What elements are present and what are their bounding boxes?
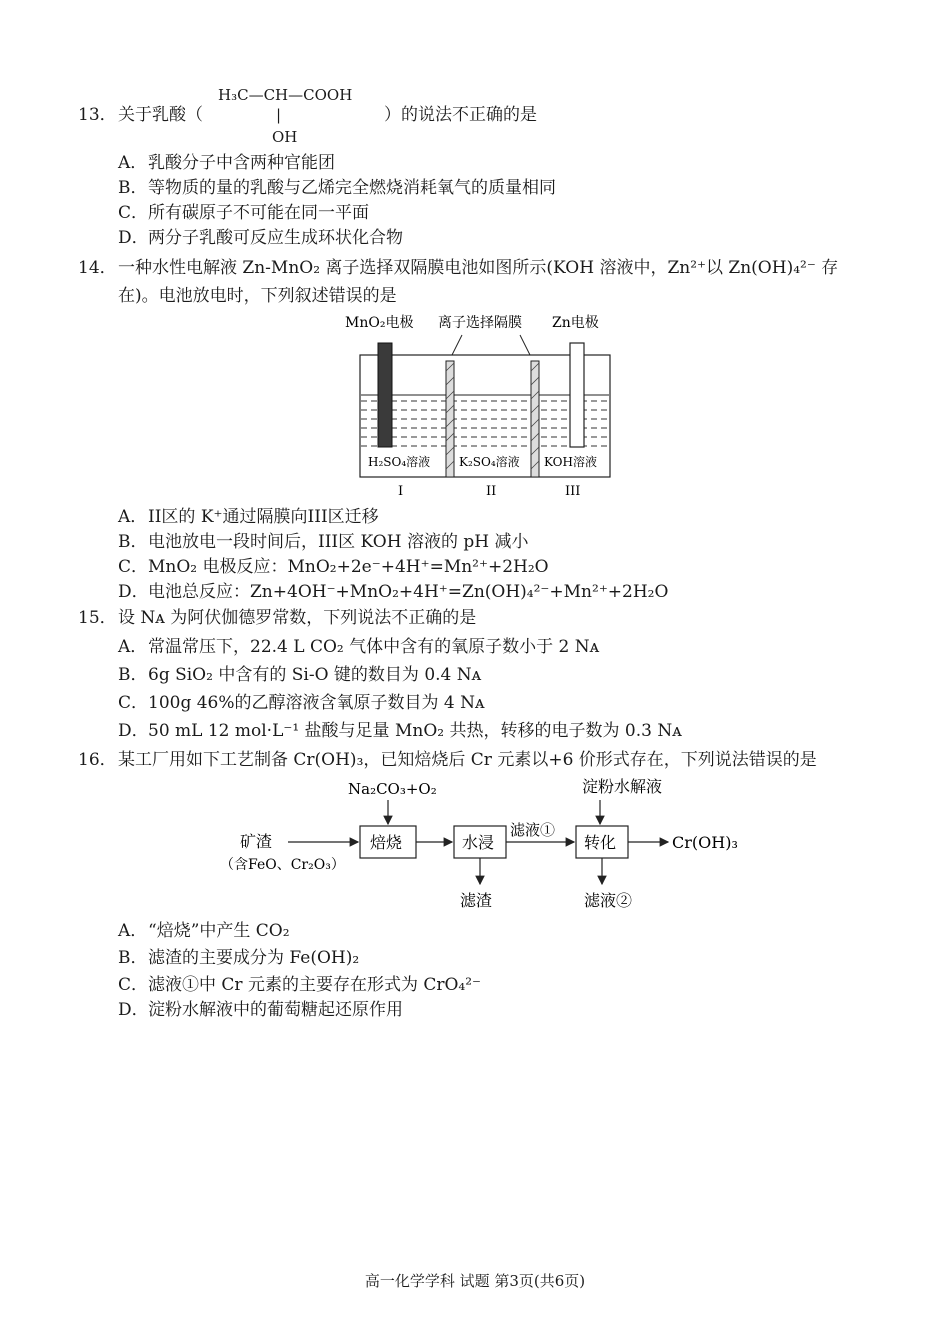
q16-option-c: C．滤液①中 Cr 元素的主要存在形式为 CrO₄²⁻ [118,975,482,995]
flow-ore-note: （含FeO、Cr₂O₃） [220,857,345,873]
q14-option-c: C．MnO₂ 电极反应：MnO₂+2e⁻+4H⁺=Mn²⁺+2H₂O [118,557,549,577]
q13-stem-before: 关于乳酸（ [118,105,203,125]
mno2-electrode [378,343,392,447]
flow-leach: 水浸 [462,833,495,852]
sol-koh: KOH溶液 [544,455,597,469]
q16-option-d: D．淀粉水解液中的葡萄糖起还原作用 [118,1000,403,1020]
q13-option-c: C．所有碳原子不可能在同一平面 [118,203,369,223]
sol-k2so4: K₂SO₄溶液 [459,455,520,469]
q13-structure-bond: | [276,106,282,124]
q14-number: 14． [78,258,117,278]
flow-roast: 焙烧 [370,833,403,852]
flow-input-top: Na₂CO₃+O₂ [348,780,437,798]
battery-diagram [330,305,630,505]
label-membrane: 离子选择隔膜 [438,315,522,331]
q15-option-c: C．100g 46%的乙醇溶液含氧原子数目为 4 Nᴀ [118,693,485,713]
q14-stem-line1: 一种水性电解液 Zn-MnO₂ 离子选择双隔膜电池如图所示(KOH 溶液中，Zn²⁺以 Zn(OH)₄²⁻ 存 [118,258,839,278]
zone-ii: II [486,484,497,499]
q14-stem-line2: 在)。电池放电时，下列叙述错误的是 [118,286,397,306]
q13-structure-bottom: OH [272,128,298,146]
flow-starch: 淀粉水解液 [582,777,663,796]
page-footer: 高一化学学科 试题 第3页(共6页) [364,1272,586,1290]
q14-option-b: B．电池放电一段时间后，III区 KOH 溶液的 pH 减小 [118,532,529,552]
q16-option-b: B．滤渣的主要成分为 Fe(OH)₂ [118,948,360,968]
q15-stem: 设 Nᴀ 为阿伏伽德罗常数，下列说法不正确的是 [118,608,477,628]
q15-option-a: A．常温常压下，22.4 L CO₂ 气体中含有的氧原子数小于 2 Nᴀ [118,637,600,657]
label-zn-electrode: Zn电极 [552,315,599,331]
q16-number: 16． [78,750,117,770]
q16-stem: 某工厂用如下工艺制备 Cr(OH)₃，已知焙烧后 Cr 元素以+6 价形式存在，下列说法错误的是 [118,750,817,770]
flow-residue: 滤渣 [460,891,493,910]
q13-number: 13． [78,105,117,125]
flow-filtrate1: 滤液① [510,821,556,839]
zn-electrode [570,343,584,447]
process-flow-diagram [220,772,760,917]
zone-iii: III [565,484,581,499]
q13-structure-top: H₃C—CH—COOH [218,86,353,104]
flow-ore: 矿渣 [240,832,273,851]
flow-convert: 转化 [584,833,617,852]
q13-stem-after: ）的说法不正确的是 [384,105,537,125]
zone-i: I [398,484,404,499]
flow-product: Cr(OH)₃ [672,833,738,852]
sol-h2so4: H₂SO₄溶液 [368,455,431,469]
q13-option-b: B．等物质的量的乳酸与乙烯完全燃烧消耗氧气的质量相同 [118,178,556,198]
q13-option-d: D．两分子乳酸可反应生成环状化合物 [118,228,403,248]
q15-option-b: B．6g SiO₂ 中含有的 Si-O 键的数目为 0.4 Nᴀ [118,665,482,685]
q15-option-d: D．50 mL 12 mol·L⁻¹ 盐酸与足量 MnO₂ 共热，转移的电子数为 0.3 Nᴀ [118,721,682,741]
label-mno2-electrode: MnO₂电极 [345,315,414,331]
q13-option-a: A．乳酸分子中含两种官能团 [118,153,335,173]
q14-option-d: D．电池总反应：Zn+4OH⁻+MnO₂+4H⁺=Zn(OH)₄²⁻+Mn²⁺+2H₂O [118,582,669,602]
q15-number: 15． [78,608,117,628]
q14-option-a: A．II区的 K⁺通过隔膜向III区迁移 [118,507,379,527]
flow-filtrate2: 滤液② [584,891,633,910]
q16-option-a: A．“焙烧”中产生 CO₂ [118,921,290,941]
